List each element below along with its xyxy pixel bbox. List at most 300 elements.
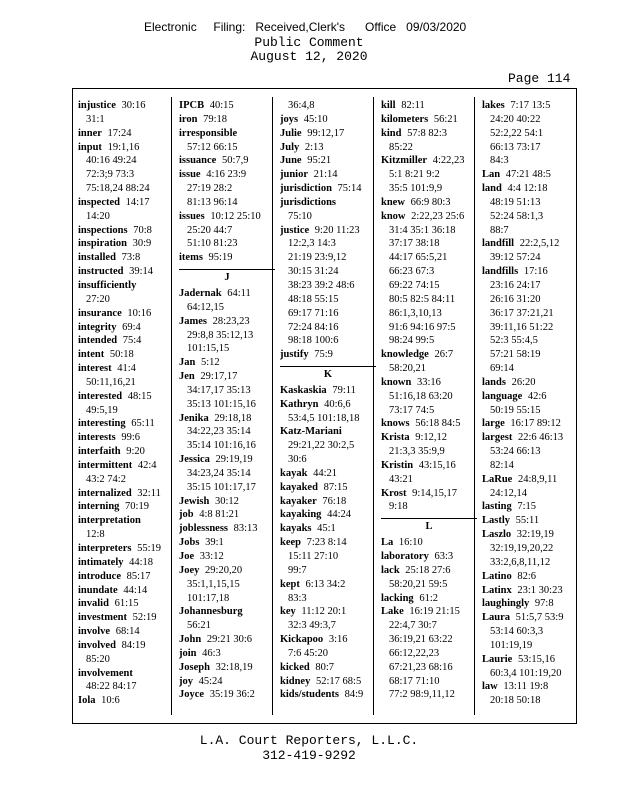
page-line-refs: 27:19 28:2 — [187, 183, 233, 195]
index-continuation — [179, 182, 275, 196]
page-line-refs: 64:12,15 — [187, 301, 225, 313]
index-word: kayaking — [280, 509, 322, 521]
index-word: installed — [78, 252, 116, 264]
index-word: justice — [280, 224, 310, 236]
page-line-refs: 17:16 — [521, 266, 548, 278]
index-word: La — [381, 537, 394, 549]
page-line-refs: 77:2 98:9,11,12 — [389, 689, 455, 701]
page-line-refs: 47:21 48:5 — [503, 169, 551, 181]
page-line-refs: 48:19 51:13 — [490, 196, 541, 208]
index-continuation — [78, 680, 174, 694]
index-word: Lastly — [482, 515, 511, 527]
index-continuation — [280, 210, 376, 224]
page-line-refs: 35:5 101:9,9 — [389, 183, 443, 195]
index-entry — [482, 390, 578, 404]
index-word: inspiration — [78, 238, 128, 250]
index-word: large — [482, 418, 505, 430]
index-continuation — [482, 251, 578, 265]
page-line-refs: 55:19 — [134, 543, 161, 554]
page-line-refs: 46:3 — [199, 647, 221, 659]
index-continuation — [381, 578, 477, 592]
page-line-refs: 11:12 20:1 — [298, 606, 347, 618]
index-entry — [381, 459, 477, 473]
page-line-refs: 23:16 24:17 — [490, 279, 541, 291]
page-line-refs: 75:10 — [288, 210, 312, 222]
index-entry — [381, 550, 477, 564]
index-entry — [78, 321, 174, 335]
page-line-refs: 9:12,12 — [412, 432, 447, 444]
index-continuation — [179, 592, 275, 606]
index-entry — [78, 584, 174, 598]
page-line-refs: 29:8,8 35:12,13 — [187, 329, 254, 341]
index-continuation — [381, 647, 477, 661]
index-continuation — [482, 279, 578, 293]
index-entry — [280, 508, 376, 522]
page-line-refs: 64:11 — [224, 287, 251, 299]
index-entry — [381, 417, 477, 431]
page-line-refs: 15:11 27:10 — [288, 551, 339, 562]
index-continuation — [482, 639, 578, 653]
index-continuation — [280, 592, 376, 606]
page-line-refs: 41:4 — [114, 363, 136, 375]
page-line-refs: 29:21 30:6 — [204, 634, 253, 646]
index-continuation — [381, 224, 477, 238]
page-line-refs: 52:24 58:1,3 — [490, 210, 544, 222]
index-continuation — [280, 321, 376, 335]
page-line-refs: 30:9 — [130, 238, 152, 250]
index-continuation — [78, 154, 174, 168]
index-continuation — [280, 99, 376, 113]
index-entry — [78, 611, 174, 625]
index-column-5 — [482, 99, 578, 708]
index-word: Joe — [179, 551, 195, 562]
index-entry — [482, 99, 578, 113]
index-word: joy — [179, 675, 193, 687]
page-line-refs: 44:24 — [324, 509, 351, 521]
index-continuation — [381, 688, 477, 702]
index-entry — [78, 251, 174, 265]
index-continuation — [482, 141, 578, 155]
index-entry — [280, 467, 376, 481]
page-line-refs: 14:17 — [123, 196, 150, 208]
index-continuation — [280, 439, 376, 453]
index-continuation — [179, 237, 275, 251]
page-line-refs: 17:24 — [104, 127, 132, 139]
index-continuation — [482, 404, 578, 418]
index-word: Jen — [179, 371, 195, 383]
page-line-refs: 37:17 38:18 — [389, 238, 440, 250]
index-entry — [179, 647, 275, 661]
document-date: August 12, 2020 — [250, 49, 368, 64]
index-entry — [179, 564, 275, 578]
page-line-refs: 16:19 21:15 — [406, 606, 460, 618]
index-continuation — [482, 542, 578, 556]
page-line-refs: 4:16 23:9 — [203, 169, 247, 181]
index-entry — [482, 611, 578, 625]
index-word: June — [280, 155, 302, 167]
index-continuation — [482, 334, 578, 348]
page-line-refs: 48:15 — [125, 390, 152, 402]
index-entry — [482, 431, 578, 445]
page-line-refs: 7:23 8:14 — [304, 537, 347, 549]
index-entry — [280, 154, 376, 168]
index-word: invalid — [78, 598, 109, 610]
index-continuation — [179, 467, 275, 481]
page-line-refs: 44:17 65:5,21 — [389, 252, 448, 264]
index-continuation — [78, 168, 174, 182]
page-line-refs: 66:23 67:3 — [389, 266, 435, 278]
index-word: intent — [78, 349, 105, 361]
index-word: Iola — [78, 695, 96, 707]
index-entry — [179, 633, 275, 647]
page-number: Page 114 — [508, 71, 571, 86]
page-line-refs: 21:3,3 35:9,9 — [389, 446, 445, 458]
document-title: Public Comment — [254, 35, 364, 50]
index-word: knows — [381, 418, 410, 430]
page-line-refs: 53:24 66:13 — [490, 446, 541, 458]
index-continuation — [381, 404, 477, 418]
page-line-refs: 10:16 — [124, 307, 152, 319]
page-line-refs: 60:3,4 101:19,20 — [490, 667, 562, 679]
page-line-refs: 29:18,18 — [211, 412, 252, 424]
index-continuation — [280, 307, 376, 321]
page-line-refs: 56:18 84:5 — [412, 418, 461, 430]
page-line-refs: 91:6 94:16 97:5 — [389, 321, 456, 333]
page-line-refs: 31:4 35:1 36:18 — [389, 224, 456, 236]
index-word: interested — [78, 390, 123, 402]
index-continuation — [482, 321, 578, 335]
page-line-refs: 30:15 31:24 — [288, 266, 339, 278]
page-line-refs: 6:13 34:2 — [302, 578, 346, 590]
page-line-refs: 30:12 — [212, 495, 239, 507]
page-line-refs: 95:19 — [205, 252, 233, 264]
page-line-refs: 19:1,16 — [104, 141, 140, 153]
index-continuation — [381, 237, 477, 251]
index-word: Kathryn — [280, 398, 319, 410]
index-word: lands — [482, 376, 506, 388]
page-line-refs: 43:21 — [389, 473, 413, 485]
index-continuation — [179, 398, 275, 412]
index-entry — [78, 514, 174, 528]
index-entry — [280, 182, 376, 196]
index-continuation — [381, 362, 477, 376]
index-word: Jobs — [179, 537, 200, 549]
index-entry — [381, 113, 477, 127]
index-word: IPCB — [179, 100, 205, 111]
page-line-refs: 29:17,17 — [197, 371, 238, 383]
index-entry — [280, 536, 376, 550]
page-line-refs: 68:17 71:10 — [389, 675, 440, 687]
index-entry — [482, 597, 578, 611]
page-line-refs: 25:18 27:6 — [402, 564, 451, 576]
index-continuation — [381, 473, 477, 487]
index-entry — [179, 661, 275, 675]
index-entry — [381, 376, 477, 390]
index-continuation — [78, 182, 174, 196]
page-line-refs: 99:12,17 — [304, 127, 345, 139]
index-entry — [280, 481, 376, 495]
index-entry — [179, 356, 275, 370]
index-word: landfills — [482, 266, 519, 278]
index-continuation — [179, 301, 275, 315]
index-word: integrity — [78, 321, 117, 333]
index-entry — [381, 127, 477, 141]
index-entry — [78, 307, 174, 321]
page-line-refs: 35:15 101:17,17 — [187, 481, 256, 493]
index-word: Jessica — [179, 454, 210, 466]
index-entry — [78, 625, 174, 639]
index-word: interpreters — [78, 543, 132, 554]
page-line-refs: 2:13 — [302, 141, 324, 153]
reporter-company: L.A. Court Reporters, L.L.C. — [199, 733, 419, 748]
index-entry — [482, 376, 578, 390]
index-entry — [179, 99, 275, 113]
index-entry — [280, 384, 376, 398]
index-word: intimately — [78, 556, 124, 568]
index-word: Kickapoo — [280, 634, 324, 646]
page-line-refs: 81:13 96:14 — [187, 196, 238, 208]
index-entry — [280, 348, 376, 362]
page-line-refs: 53:15,16 — [515, 653, 556, 665]
index-word: Latino — [482, 570, 512, 582]
page-line-refs: 34:23,24 35:14 — [187, 467, 251, 479]
index-continuation — [179, 481, 275, 495]
page-line-refs: 98:18 100:6 — [288, 335, 339, 347]
index-entry — [482, 570, 578, 584]
page-line-refs: 65:11 — [128, 418, 155, 430]
index-continuation — [482, 556, 578, 570]
index-entry — [179, 536, 275, 550]
page-line-refs: 48:22 84:17 — [86, 681, 137, 693]
index-word: lack — [381, 564, 400, 576]
page-line-refs: 20:18 50:18 — [490, 695, 541, 707]
index-word: inspections — [78, 224, 128, 236]
page-line-refs: 82:6 — [514, 570, 537, 582]
index-entry — [179, 412, 275, 426]
page-line-refs: 9:18 — [389, 501, 408, 513]
index-entry — [381, 196, 477, 210]
index-entry — [179, 113, 275, 127]
index-entry — [280, 127, 376, 141]
index-entry — [78, 500, 174, 514]
index-word: John — [179, 634, 202, 646]
index-continuation — [482, 307, 578, 321]
index-entry — [381, 605, 477, 619]
index-continuation — [482, 224, 578, 238]
index-continuation — [482, 487, 578, 501]
page-line-refs: 9:20 11:23 — [312, 224, 360, 236]
index-continuation — [381, 307, 477, 321]
index-word: joblessness — [179, 523, 229, 535]
section-letter: K — [280, 366, 376, 382]
index-word: kill — [381, 100, 396, 111]
page-line-refs: 87:15 — [320, 481, 348, 493]
index-entry — [78, 542, 174, 556]
page-line-refs: 42:6 — [525, 390, 547, 402]
index-entry — [78, 597, 174, 611]
index-word: knew — [381, 196, 405, 208]
index-continuation — [482, 113, 578, 127]
page-line-refs: 52:3 55:4,5 — [490, 335, 538, 347]
index-continuation — [280, 251, 376, 265]
index-word: kept — [280, 578, 300, 590]
index-word: interesting — [78, 418, 126, 430]
index-word: know — [381, 210, 406, 222]
page-line-refs: 61:15 — [111, 598, 139, 610]
page-line-refs: 84:3 — [490, 155, 509, 167]
page-line-refs: 48:18 55:15 — [288, 293, 339, 305]
index-word: Kristin — [381, 459, 414, 471]
index-word: jurisdiction — [280, 183, 332, 195]
page-line-refs: 34:22,23 35:14 — [187, 426, 251, 438]
index-word: Katz-Mariani — [280, 426, 342, 438]
index-entry — [280, 168, 376, 182]
index-entry — [179, 370, 275, 384]
index-entry — [78, 196, 174, 210]
page-line-refs: 22:4,7 30:7 — [389, 620, 437, 632]
index-continuation — [78, 210, 174, 224]
index-continuation — [78, 376, 174, 390]
page-line-refs: 50:11,16,21 — [86, 376, 136, 388]
page-line-refs: 80:5 82:5 84:11 — [389, 293, 456, 305]
page-line-refs: 52:2,22 54:1 — [490, 127, 544, 139]
index-entry — [280, 196, 376, 210]
page-line-refs: 32:19,19,20,22 — [490, 543, 554, 554]
index-continuation — [482, 667, 578, 681]
index-continuation — [280, 647, 376, 661]
index-continuation — [482, 293, 578, 307]
index-entry — [381, 536, 477, 550]
page-line-refs: 44:21 — [310, 467, 337, 479]
page-line-refs: 57:8 82:3 — [404, 127, 448, 139]
section-letter: L — [381, 518, 477, 534]
index-continuation — [381, 141, 477, 155]
page-line-refs: 43:15,16 — [416, 459, 456, 471]
index-continuation — [179, 619, 275, 633]
index-entry — [179, 287, 275, 301]
index-continuation — [78, 653, 174, 667]
page-line-refs: 58:20,21 59:5 — [389, 578, 448, 590]
index-entry — [381, 592, 477, 606]
page-line-refs: 69:14 — [490, 363, 514, 375]
page-line-refs: 21:14 — [311, 169, 338, 181]
index-continuation — [482, 348, 578, 362]
index-entry — [482, 680, 578, 694]
page-line-refs: 39:11,16 51:22 — [490, 321, 554, 333]
page-line-refs: 45:24 — [196, 675, 223, 687]
page-line-refs: 35:19 36:2 — [207, 689, 255, 701]
index-continuation — [482, 445, 578, 459]
page-line-refs: 51:10 81:23 — [187, 238, 238, 250]
index-entry — [78, 459, 174, 473]
index-entry — [482, 653, 578, 667]
page-line-refs: 29:21,22 30:2,5 — [288, 440, 355, 452]
index-word: iron — [179, 113, 198, 125]
page-line-refs: 22:6 46:13 — [515, 432, 564, 444]
index-word: largest — [482, 432, 513, 444]
page-line-refs: 50:18 — [107, 349, 134, 361]
page-line-refs: 79:18 — [200, 113, 228, 125]
index-word: irresponsible — [179, 127, 238, 139]
index-entry — [179, 495, 275, 509]
index-entry — [381, 564, 477, 578]
index-entry — [78, 639, 174, 653]
index-word: kayaked — [280, 481, 318, 493]
index-continuation — [381, 445, 477, 459]
index-column-2 — [179, 99, 275, 702]
index-continuation — [381, 334, 477, 348]
index-continuation — [482, 362, 578, 376]
index-word: Johannesburg — [179, 606, 243, 618]
index-entry — [78, 445, 174, 459]
index-entry — [78, 334, 174, 348]
page-line-refs: 69:22 74:15 — [389, 279, 440, 291]
page-line-refs: 72:3;9 73:3 — [86, 169, 135, 181]
index-word: justify — [280, 349, 309, 361]
index-word: Latinx — [482, 584, 512, 596]
page-line-refs: 29:19,19 — [212, 454, 253, 466]
word-index-frame — [72, 88, 577, 724]
index-word: instructed — [78, 266, 124, 278]
index-word: joys — [280, 113, 299, 125]
index-continuation — [179, 578, 275, 592]
index-continuation — [381, 661, 477, 675]
index-word: Kaskaskia — [280, 384, 327, 396]
index-entry — [179, 675, 275, 689]
index-entry — [179, 127, 275, 141]
index-entry — [280, 495, 376, 509]
page-line-refs: 53:14 60:3,3 — [490, 626, 544, 638]
page-line-refs: 69:17 71:16 — [288, 307, 339, 319]
index-entry — [179, 605, 275, 619]
index-word: involved — [78, 639, 116, 651]
page-line-refs: 30:16 — [118, 100, 146, 111]
index-entry — [78, 224, 174, 238]
page-line-refs: 26:16 31:20 — [490, 293, 541, 305]
page-line-refs: 3:16 — [326, 634, 348, 646]
index-continuation — [179, 141, 275, 155]
index-word: insurance — [78, 307, 122, 319]
page-line-refs: 76:18 — [319, 495, 347, 507]
index-word: key — [280, 606, 296, 618]
index-entry — [381, 154, 477, 168]
index-entry — [482, 528, 578, 542]
index-entry — [482, 265, 578, 279]
index-word: jurisdictions — [280, 196, 337, 208]
page-line-refs: 69:4 — [119, 321, 141, 333]
index-word: items — [179, 252, 203, 264]
page-line-refs: 50:19 55:15 — [490, 404, 541, 416]
index-word: known — [381, 376, 412, 388]
page-line-refs: 12:8 — [86, 529, 105, 541]
index-word: laughingly — [482, 598, 530, 610]
index-continuation — [280, 293, 376, 307]
index-entry — [78, 279, 174, 293]
page-line-refs: 55:11 — [513, 515, 540, 527]
page-line-refs: 84:9 — [341, 689, 364, 701]
index-continuation — [179, 425, 275, 439]
index-continuation — [280, 412, 376, 426]
page-line-refs: 52:19 — [130, 612, 157, 624]
index-entry — [179, 508, 275, 522]
index-word: internalized — [78, 487, 132, 499]
index-word: injustice — [78, 100, 116, 111]
page-line-refs: 29:20,20 — [202, 564, 243, 576]
page-line-refs: 35:14 101:16,16 — [187, 440, 256, 452]
index-continuation — [381, 321, 477, 335]
page-line-refs: 31:1 — [86, 113, 105, 125]
index-continuation — [179, 224, 275, 238]
